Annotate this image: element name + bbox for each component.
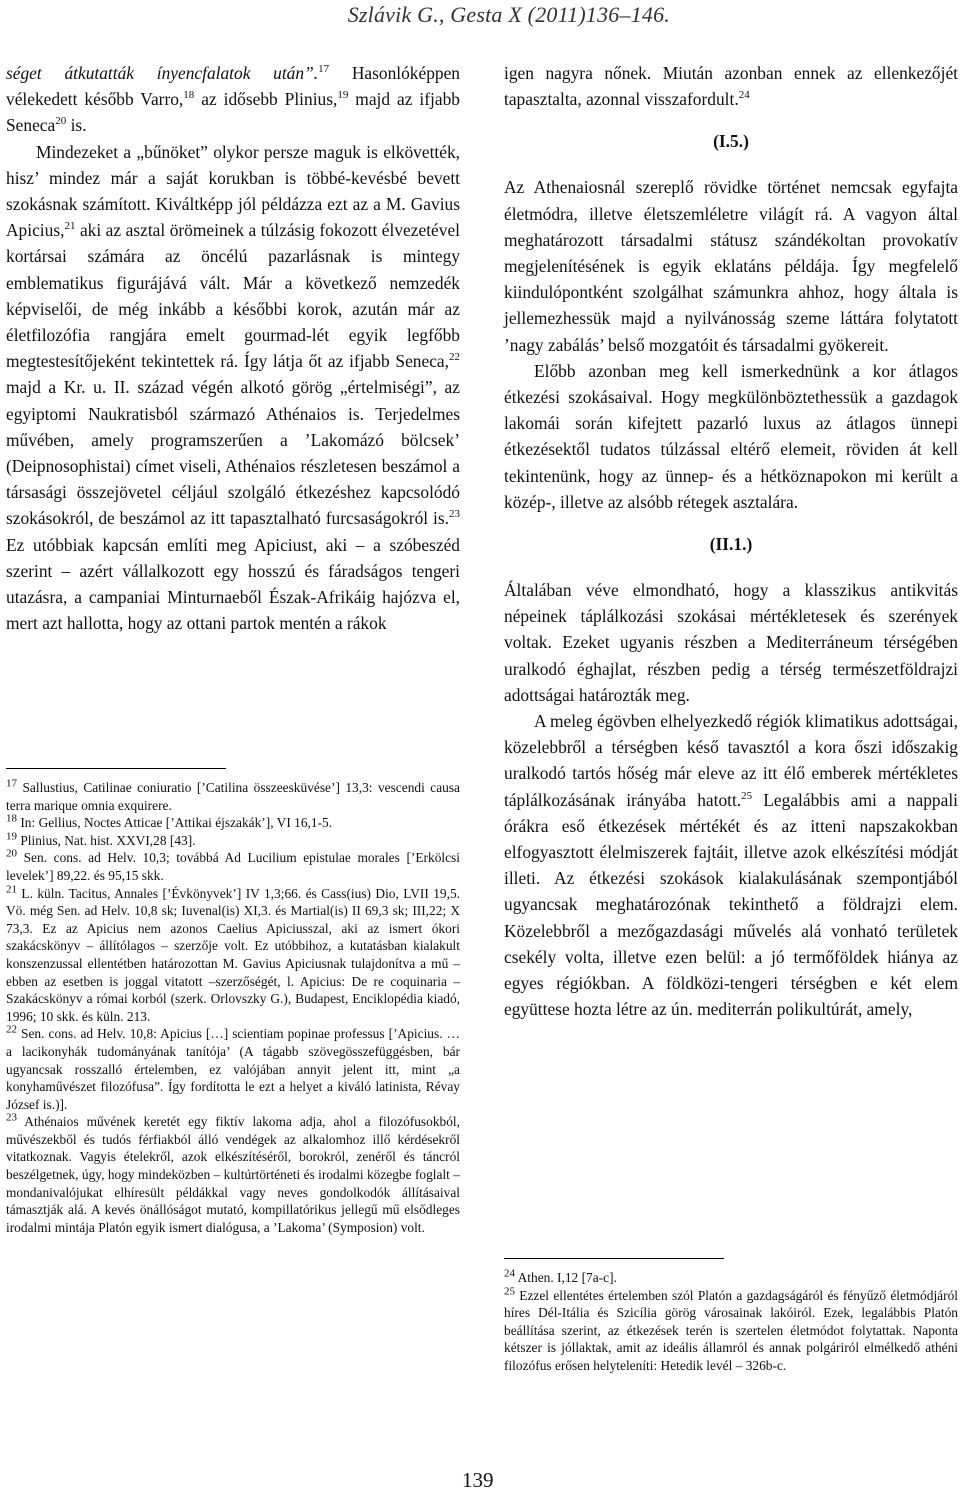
italic-quote: séget átkutatták ínyencfalatok után”. [6, 63, 319, 83]
text-span: aki az asztal örömeinek a túlzásig fokozott élvezetével kortársai számára az öncélú pazarlásnak is mintegy emblematikus figurájává vált. Már a következő nemzedék képviselői, de még inkább a későbbi korok, azután már az életfilozófia rangjára emelt gourmad-lét egyik legfőbb megtestesítőjeként tekintettek rá. Így látja őt az ifjabb Seneca, [6, 220, 460, 372]
footnote-text: Athénaios művének keretét egy fiktív lakoma adja, ahol a filozófusokból, művészekből és tudós férfiakból álló vendégek az alkalomhoz illő kérdésekről vitatkoznak. Vagyis ételekről, azok elkészítéséről, borokról, zenéről és táncról beszélgetnek, úgy, hogy mindeközben – kultúrtörténeti és irodalmi közegbe foglalt – mondanivalójukat elhíresült példákkal vagy neves gondolkodók állításaival támasztják alá. A kevés önállóságot mutató, kompillatórikus jellegű mű elsődleges irodalmi mintája Platón egyik ismert dialógusa, a ’Lakoma’ (Symposion) volt. [6, 1114, 460, 1235]
text-span: Mindezeket a „bűnöket” olykor persze maguk is elkövették, hisz’ mindez már a saját korukban is többé-kevésbé bevett szokásnak számított. Kiváltképp jól példázza ezt az a M. Gavius Apicius, [6, 141, 460, 241]
footnote [504, 1269, 958, 1287]
footnote-ref-18[interactable]: 18 [183, 89, 195, 102]
footnote-ref-20[interactable]: 20 [55, 115, 67, 128]
text-span: majd az ifjabb Seneca [6, 89, 460, 136]
footnote-number: 22 [6, 1023, 17, 1036]
footnote-text: Athen. I,12 [7a-c]. [515, 1270, 617, 1285]
footnote [6, 1025, 460, 1113]
left-column [6, 60, 460, 636]
left-paragraph-1 [6, 60, 460, 139]
right-paragraph-2: Az Athenaiosnál szereplő rövidke történet nemcsak egyfajta életmódra, illetve életszemléletre világít rá. A vagyon által meghatározott társadalmi státusz szándékoltan provokatív megjelenítésének is egyik eklatáns példája. Így megfelelő kiindulópontként szolgálhat számunkra ahhoz, hogy általa is jellemezhessük majd a nyilvánosság szeme láttára folytatott ’nagy zabálás’ belső mozgatóit és társadalmi gyökereit. [504, 177, 958, 355]
footnote-number: 21 [6, 883, 17, 896]
footnote-text: Sen. cons. ad Helv. 10,8: Apicius […] scientiam popinae professus [’Apicius. … a lacikonyhák tudományának tanítója’ (A tágabb szövegösszefüggésben, bár ugyancsak rosszalló értelemben, ez valójában annyit jelent itt, mint „a konyhaművészet filozófusa”. Így fordította le ezt a helyet a kiváló latinista, Révay József is.)]. [6, 1026, 460, 1112]
footnote-text: Sallustius, Catilinae coniuratio [’Catilina összeesküvése’] 13,3: vescendi causa terra marique omnia exquirere. [6, 780, 460, 813]
footnote-number: 18 [6, 812, 17, 825]
text-span: az idősebb Plinius, [194, 89, 338, 110]
left-paragraph-2 [6, 139, 460, 637]
footnote [6, 832, 460, 850]
footnote-ref-21[interactable]: 21 [64, 220, 76, 233]
footnote [6, 1113, 460, 1236]
footnote-text: Sen. cons. ad Helv. 10,3; továbbá Ad Lucilium epistulae morales [’Erkölcsi levelek’] 89,22. és 95,15 skk. [6, 850, 460, 883]
footnote-ref-22[interactable]: 22 [449, 351, 460, 364]
footnote-rule [504, 1258, 724, 1259]
footnote-ref-25[interactable]: 25 [741, 789, 753, 802]
footnote-number: 20 [6, 847, 17, 860]
footnote [6, 885, 460, 1026]
running-header: Szlávik G., Gesta X (2011)136–146. [347, 2, 670, 27]
footnote-text: In: Gellius, Noctes Atticae [’Attikai éjszakák’], VI 16,1-5. [17, 815, 333, 831]
right-paragraph-5 [504, 708, 958, 1022]
text-span: Hasonlóképpen vélekedett később Varro, [6, 63, 461, 110]
text-span: Ez utóbbiak kapcsán említi meg Apiciust, aki – a szóbeszéd szerint – azért vállalkozott egy hosszú és fáradságos tengeri utazásra, a campaniai Minturnaeből Észak-Afrikáig hajózva el, mert azt hallotta, hogy az ottani partok mentén a rákok [6, 534, 460, 634]
footnote-rule [6, 768, 226, 769]
right-paragraph-4: Általában véve elmondható, hogy a klasszikus antikvitás népeinek táplálkozási szokásai mértékletesek és szerények voltak. Ezeket ugyanis részben a Mediterráneum térségében uralkodó éghajlat, részben pedig a térség természetföldrajzi adottságai határozták meg. [504, 580, 958, 705]
text-span: majd a Kr. u. II. század végén alkotó görög „értelmiségi”, az egyiptomi Naukratisból származó Athénaios is. Terjedelmes művében, amely programszerűen a ’Lakomázó bölcsek’ (Deipnosophistai) címet viseli, Athénaios részletesen beszámol a társasági összejövetel céljául szolgáló étkezéshez kapcsolódó szokásokról, de beszámol az itt tapasztalható furcsaságokról is. [6, 377, 460, 529]
section-heading-1: (I.5.) [713, 131, 749, 152]
footnote-ref-24[interactable]: 24 [738, 89, 750, 102]
footnote [504, 1287, 958, 1375]
text-span: is. [66, 115, 87, 136]
right-paragraph-3: Előbb azonban meg kell ismerkednünk a kor átlagos étkezési szokásaival. Hogy megkülönböztethessük a gazdagok lakomái során kifejtett pazarló luxus az átlagos ünnepi étkezésektől tudatos túlzással eltérő elemeit, röviden át kell tekintenünk, hogy az ünnep- és a hétköznapokon mi került a közép-, illetve az alsóbb rétegek asztalára. [504, 360, 958, 512]
text-span: A meleg égövben elhelyezkedő régiók klimatikus adottságai, közelebbről a térségben késő tavasztól a kora őszi időszakig uralkodó tartós hőség már eleve az itt élő emberek mértékletes táplálkozásának irányába hatott. [504, 711, 958, 810]
footnote-list [504, 1269, 958, 1375]
footnote-number: 17 [6, 777, 17, 790]
footnote-number: 23 [6, 1111, 17, 1124]
footnote-text: Plinius, Nat. hist. XXVI,28 [43]. [17, 832, 196, 848]
footnote-ref-23[interactable]: 23 [449, 508, 460, 521]
footnote-list [6, 779, 460, 1236]
footnote-number: 25 [504, 1285, 515, 1298]
right-paragraph-1 [504, 60, 958, 112]
footnote-ref-17[interactable]: 17 [318, 63, 330, 76]
footnote-ref-19[interactable]: 19 [337, 89, 349, 102]
section-heading-2: (II.1.) [709, 534, 753, 555]
footnote-text: Ezzel ellentétes értelemben szól Platón a gazdagságáról és fényűző életmódjáról híres Dél-Itália és Szicília görög városainak lakóiról. Ezek, legalábbis Platón beállítása szerint, az étkezések terén is szertelen életmódot folytattak. Naponta kétszer is jóllaktak, amit az ideális államról és annak polgáriról elmélkedő athéni filozófus erősen helyteleníti: Hetedik levél – 326b-c. [504, 1287, 958, 1373]
text-span: Legalábbis ami a nappali órákra eső étkezések mértékét és az itteni napszakokban elfogyasztott élelmiszerek fajtáit, illetve azok elkészítési módját illeti. Az étkezési szokások kialakulásának szempontjából ugyancsak meghatározónak tekinthető a földrajzi elem. Közelebbről a mezőgazdasági művelés alá vonható területek csekély volta, illetve ezen belül: a jó termőföldek hiánya az egyes régiókban. A földközi-tengeri térségben e két elem együttese hozta létre az ún. mediterrán polikultúrát, amely, [504, 789, 958, 1020]
footnote-number: 19 [6, 830, 17, 843]
footnote [6, 779, 460, 814]
left-footnotes [6, 768, 460, 1236]
text-span: igen nagyra nőnek. Miután azonban ennek az ellenkezőjét tapasztalta, azonnal visszafordult. [504, 63, 958, 110]
footnote-number: 24 [504, 1267, 515, 1280]
right-column [504, 60, 958, 1023]
footnote-text: L. küln. Tacitus, Annales [’Évkönyvek’] IV 1,3;66. és Cass(ius) Dio, LVII 19,5. Vö. még Sen. ad Helv. 10,8 sk; Iuvenal(is) XI,3. és Martial(is) II 69,3 sk; III,22; X 73,3. Ez az Apicius nem azonos Caelius Apiciusszal, aki az ismert ókori szakácskönyv – állítólagos – szerzője volt. Ez utóbbihoz, a kutatásban kialakult konszenzussal ellentétben határozottan M. Gavius Apiciusnak tulajdonítva a mű – ebben az esetben is joggal vitatott –szerzőségét, l. Apicius: De re coquinaria – Szakácskönyv a római korból (szerk. Orlovszky G.), Budapest, Enciklopédia kiadó, 1996; 10 skk. és küln. 213. [6, 885, 460, 1024]
right-footnotes [504, 1258, 958, 1375]
footnote [6, 814, 460, 832]
page-number: 139 [462, 1468, 494, 1492]
footnote [6, 849, 460, 884]
